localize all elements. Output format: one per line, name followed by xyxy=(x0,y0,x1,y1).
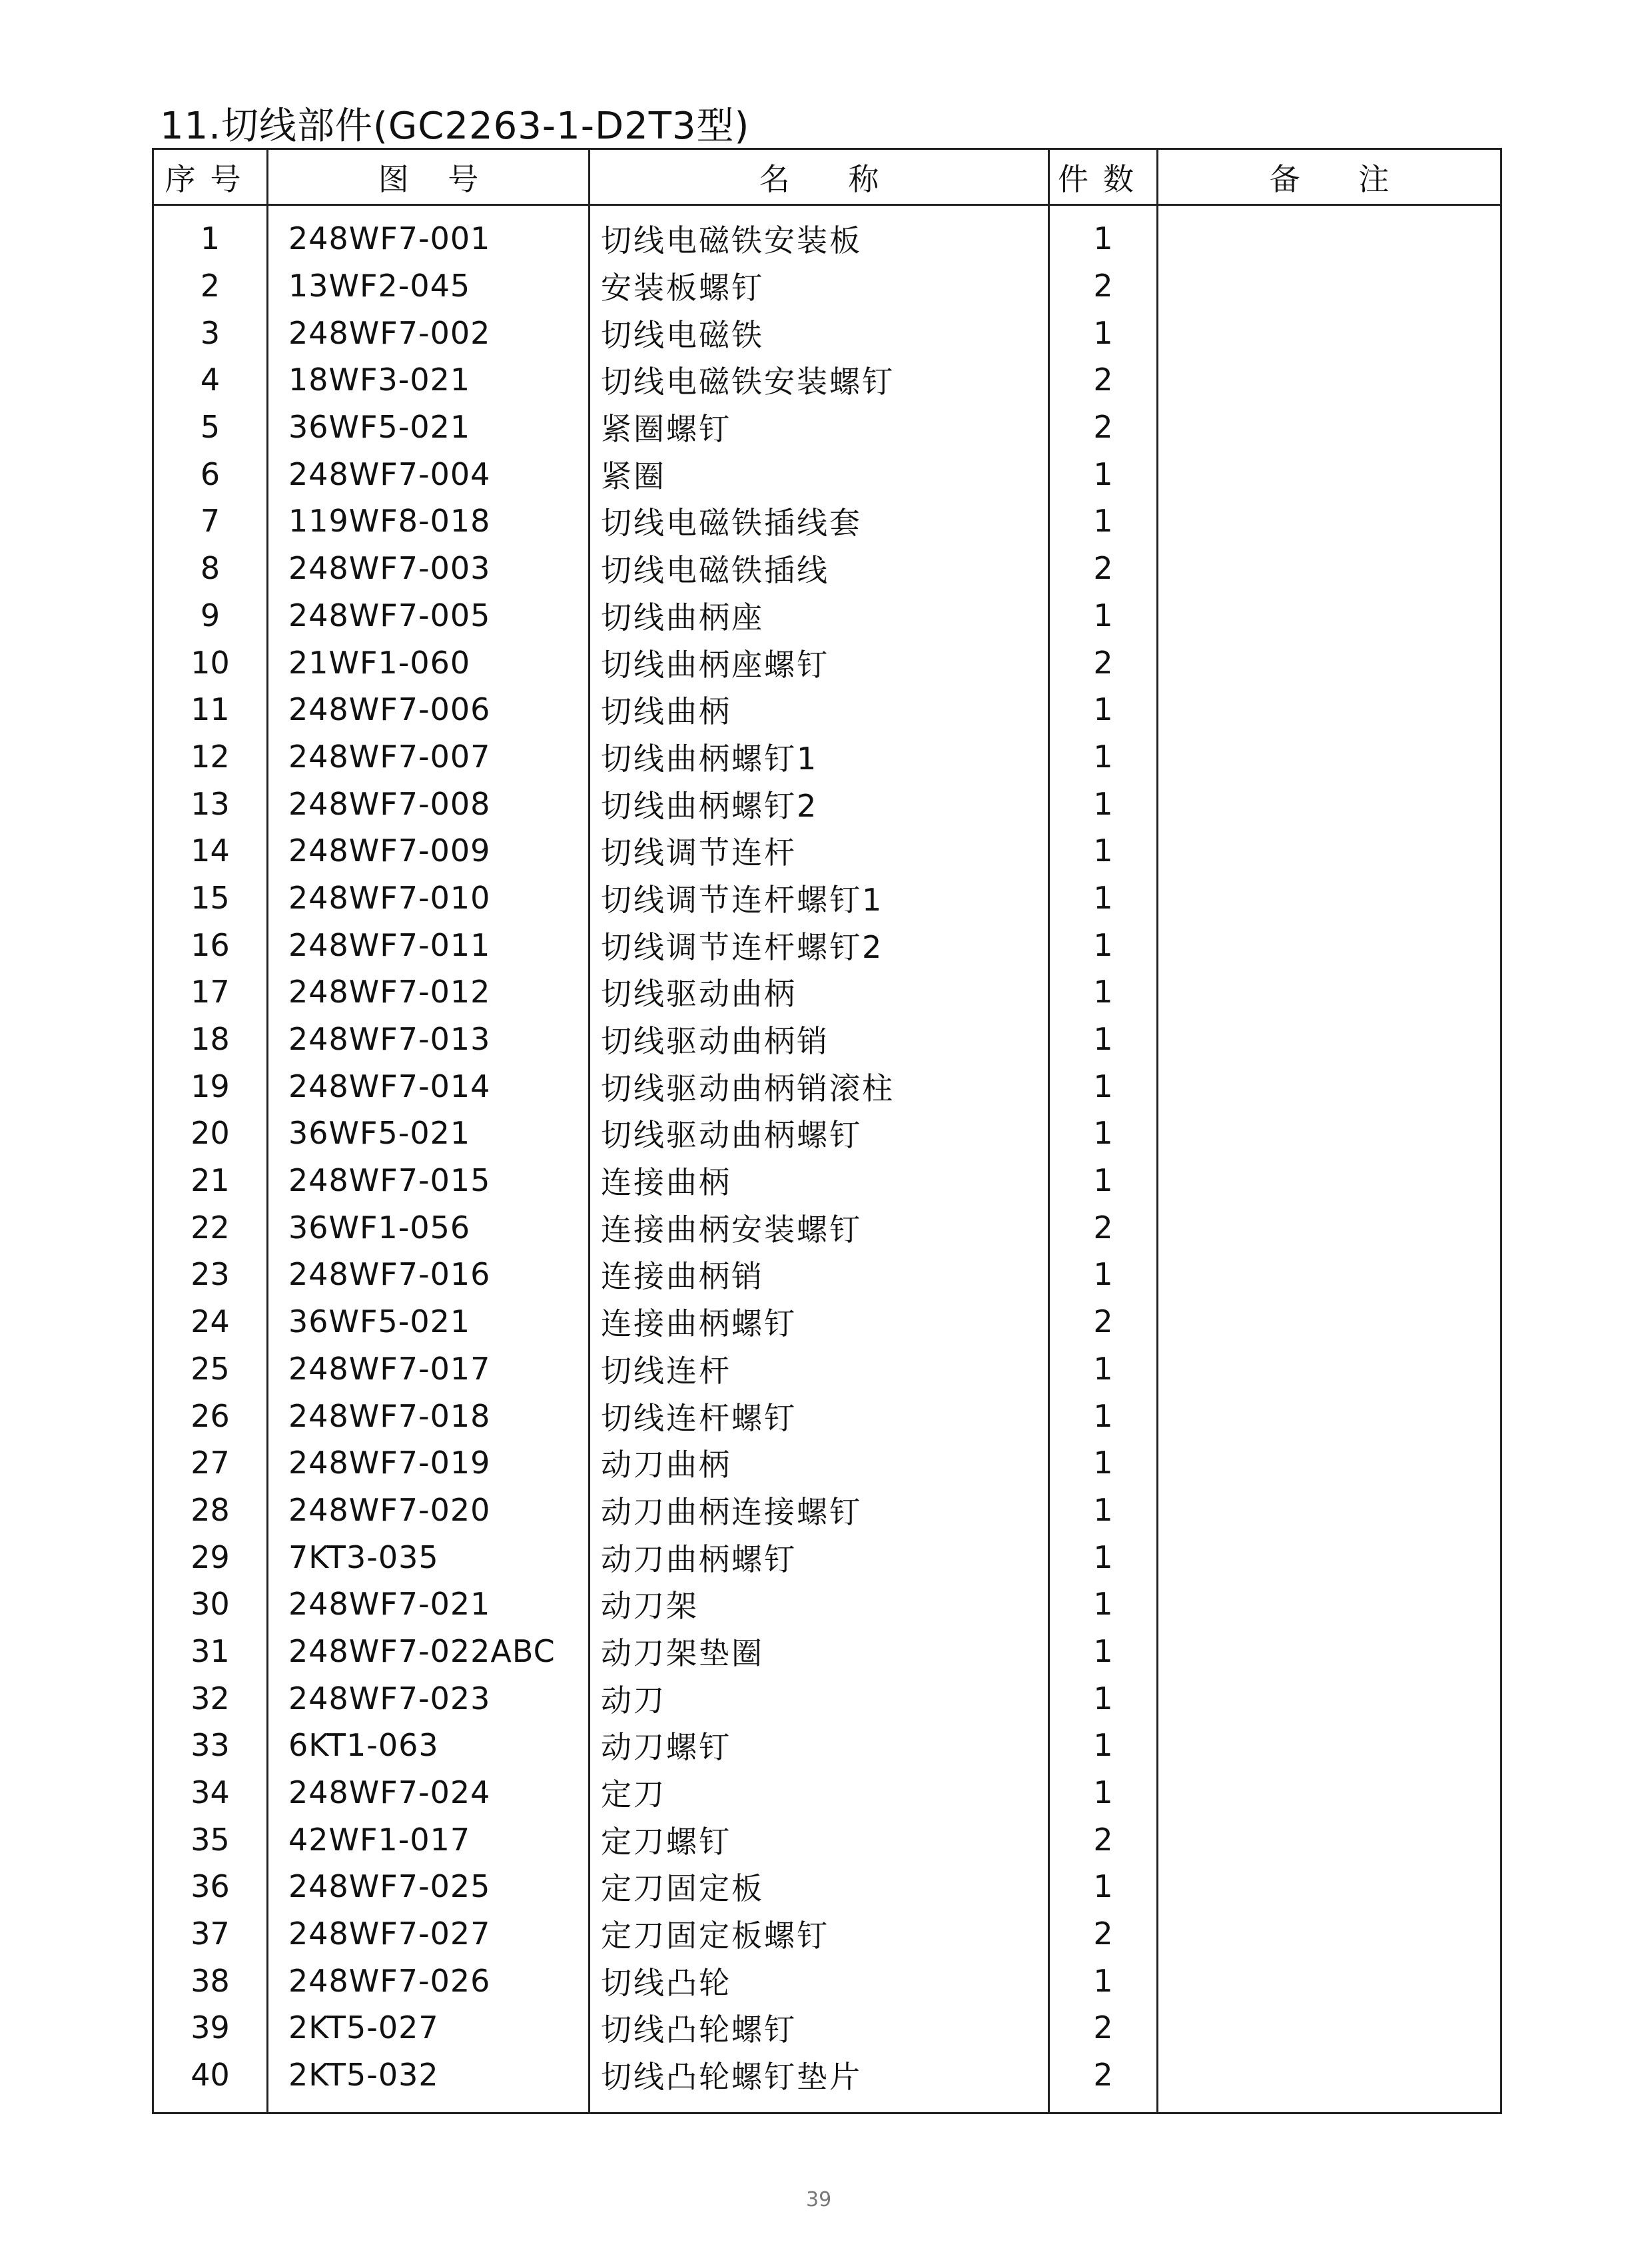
table-row xyxy=(153,309,1501,356)
row-quantity: 2 xyxy=(1049,1816,1158,1863)
row-remarks xyxy=(1158,968,1501,1016)
row-drawing-no: 248WF7-012 xyxy=(268,968,590,1016)
row-quantity: 1 xyxy=(1049,686,1158,733)
row-part-name: 安装板螺钉 xyxy=(590,262,1049,310)
row-part-name: 切线曲柄螺钉2 xyxy=(590,780,1049,827)
row-seq: 11 xyxy=(153,686,268,733)
header-remarks: 备 注 xyxy=(1158,149,1501,205)
row-remarks xyxy=(1158,1157,1501,1204)
table-row xyxy=(153,1062,1501,1110)
row-seq: 26 xyxy=(153,1392,268,1439)
row-remarks xyxy=(1158,1957,1501,2004)
table-row xyxy=(153,1016,1501,1063)
row-part-name: 定刀 xyxy=(590,1769,1049,1816)
row-part-name: 定刀固定板 xyxy=(590,1863,1049,1910)
row-remarks xyxy=(1158,827,1501,875)
row-seq: 7 xyxy=(153,498,268,545)
row-drawing-no: 248WF7-016 xyxy=(268,1251,590,1298)
row-quantity: 1 xyxy=(1049,875,1158,922)
row-drawing-no: 248WF7-026 xyxy=(268,1957,590,2004)
row-part-name: 切线电磁铁 xyxy=(590,309,1049,356)
row-remarks xyxy=(1158,921,1501,968)
row-remarks xyxy=(1158,1062,1501,1110)
row-part-name: 连接曲柄销 xyxy=(590,1251,1049,1298)
row-part-name: 紧圈螺钉 xyxy=(590,404,1049,451)
row-remarks xyxy=(1158,262,1501,310)
row-part-name: 连接曲柄螺钉 xyxy=(590,1298,1049,1345)
row-part-name: 切线驱动曲柄螺钉 xyxy=(590,1110,1049,1157)
row-remarks xyxy=(1158,1910,1501,1958)
row-drawing-no: 248WF7-013 xyxy=(268,1016,590,1063)
row-seq: 25 xyxy=(153,1345,268,1393)
table-row xyxy=(153,1345,1501,1393)
row-part-name: 切线连杆 xyxy=(590,1345,1049,1393)
row-part-name: 动刀曲柄螺钉 xyxy=(590,1533,1049,1581)
row-part-name: 动刀架垫圈 xyxy=(590,1628,1049,1675)
row-remarks xyxy=(1158,498,1501,545)
row-quantity: 1 xyxy=(1049,1863,1158,1910)
row-drawing-no: 18WF3-021 xyxy=(268,356,590,404)
table-row xyxy=(153,1251,1501,1298)
table-row xyxy=(153,1675,1501,1722)
row-part-name: 切线电磁铁插线套 xyxy=(590,498,1049,545)
row-part-name: 动刀 xyxy=(590,1675,1049,1722)
row-drawing-no: 21WF1-060 xyxy=(268,639,590,686)
parts-table xyxy=(152,148,1502,2114)
row-quantity: 1 xyxy=(1049,1110,1158,1157)
row-part-name: 切线调节连杆螺钉1 xyxy=(590,875,1049,922)
row-seq: 5 xyxy=(153,404,268,451)
row-drawing-no: 42WF1-017 xyxy=(268,1816,590,1863)
row-drawing-no: 248WF7-002 xyxy=(268,309,590,356)
table-row xyxy=(153,1110,1501,1157)
row-part-name: 切线凸轮螺钉垫片 xyxy=(590,2052,1049,2113)
row-drawing-no: 248WF7-021 xyxy=(268,1581,590,1628)
row-quantity: 2 xyxy=(1049,1298,1158,1345)
row-part-name: 切线连杆螺钉 xyxy=(590,1392,1049,1439)
header-seq: 序号 xyxy=(153,149,268,205)
row-drawing-no: 248WF7-005 xyxy=(268,592,590,639)
row-quantity: 1 xyxy=(1049,1628,1158,1675)
row-drawing-no: 248WF7-011 xyxy=(268,921,590,968)
table-row xyxy=(153,404,1501,451)
row-remarks xyxy=(1158,1533,1501,1581)
table-row xyxy=(153,450,1501,498)
row-drawing-no: 248WF7-024 xyxy=(268,1769,590,1816)
table-row xyxy=(153,733,1501,781)
row-quantity: 2 xyxy=(1049,1204,1158,1251)
table-row xyxy=(153,827,1501,875)
table-row xyxy=(153,1910,1501,1958)
row-quantity: 1 xyxy=(1049,1722,1158,1769)
row-quantity: 1 xyxy=(1049,1016,1158,1063)
row-seq: 1 xyxy=(153,205,268,262)
row-drawing-no: 248WF7-007 xyxy=(268,733,590,781)
row-remarks xyxy=(1158,545,1501,592)
row-part-name: 连接曲柄安装螺钉 xyxy=(590,1204,1049,1251)
row-seq: 6 xyxy=(153,450,268,498)
row-remarks xyxy=(1158,1675,1501,1722)
row-quantity: 1 xyxy=(1049,1439,1158,1487)
table-row xyxy=(153,2004,1501,2052)
table-row xyxy=(153,1816,1501,1863)
row-quantity: 1 xyxy=(1049,592,1158,639)
row-quantity: 1 xyxy=(1049,1392,1158,1439)
row-remarks xyxy=(1158,780,1501,827)
row-quantity: 1 xyxy=(1049,827,1158,875)
row-drawing-no: 36WF5-021 xyxy=(268,1298,590,1345)
header-name: 名 称 xyxy=(590,149,1049,205)
table-row xyxy=(153,1863,1501,1910)
row-quantity: 2 xyxy=(1049,2052,1158,2113)
table-row xyxy=(153,1487,1501,1534)
row-remarks xyxy=(1158,2052,1501,2113)
row-quantity: 2 xyxy=(1049,545,1158,592)
row-drawing-no: 248WF7-017 xyxy=(268,1345,590,1393)
row-remarks xyxy=(1158,1298,1501,1345)
row-seq: 19 xyxy=(153,1062,268,1110)
row-quantity: 1 xyxy=(1049,1533,1158,1581)
row-drawing-no: 119WF8-018 xyxy=(268,498,590,545)
row-seq: 30 xyxy=(153,1581,268,1628)
row-drawing-no: 248WF7-018 xyxy=(268,1392,590,1439)
row-remarks xyxy=(1158,1816,1501,1863)
row-seq: 4 xyxy=(153,356,268,404)
row-part-name: 切线曲柄 xyxy=(590,686,1049,733)
row-remarks xyxy=(1158,875,1501,922)
row-drawing-no: 248WF7-014 xyxy=(268,1062,590,1110)
row-quantity: 2 xyxy=(1049,404,1158,451)
row-drawing-no: 248WF7-022ABC xyxy=(268,1628,590,1675)
table-row xyxy=(153,592,1501,639)
row-drawing-no: 248WF7-008 xyxy=(268,780,590,827)
row-remarks xyxy=(1158,1251,1501,1298)
row-seq: 20 xyxy=(153,1110,268,1157)
row-drawing-no: 248WF7-001 xyxy=(268,205,590,262)
row-remarks xyxy=(1158,1863,1501,1910)
row-remarks xyxy=(1158,1392,1501,1439)
row-quantity: 1 xyxy=(1049,1675,1158,1722)
table-header-row xyxy=(153,149,1501,205)
row-remarks xyxy=(1158,1628,1501,1675)
row-seq: 31 xyxy=(153,1628,268,1675)
row-part-name: 切线驱动曲柄 xyxy=(590,968,1049,1016)
row-seq: 23 xyxy=(153,1251,268,1298)
table-row xyxy=(153,1628,1501,1675)
row-remarks xyxy=(1158,356,1501,404)
row-part-name: 切线电磁铁插线 xyxy=(590,545,1049,592)
row-seq: 13 xyxy=(153,780,268,827)
row-seq: 12 xyxy=(153,733,268,781)
row-seq: 28 xyxy=(153,1487,268,1534)
row-part-name: 动刀架 xyxy=(590,1581,1049,1628)
row-seq: 33 xyxy=(153,1722,268,1769)
table-row xyxy=(153,1769,1501,1816)
row-quantity: 2 xyxy=(1049,356,1158,404)
row-seq: 14 xyxy=(153,827,268,875)
row-quantity: 2 xyxy=(1049,1910,1158,1958)
row-quantity: 1 xyxy=(1049,780,1158,827)
header-qty: 件数 xyxy=(1049,149,1158,205)
row-remarks xyxy=(1158,1016,1501,1063)
row-quantity: 2 xyxy=(1049,2004,1158,2052)
row-remarks xyxy=(1158,1769,1501,1816)
row-drawing-no: 13WF2-045 xyxy=(268,262,590,310)
table-row xyxy=(153,1392,1501,1439)
row-part-name: 定刀螺钉 xyxy=(590,1816,1049,1863)
table-row xyxy=(153,875,1501,922)
row-remarks xyxy=(1158,1581,1501,1628)
row-part-name: 切线曲柄座螺钉 xyxy=(590,639,1049,686)
row-seq: 15 xyxy=(153,875,268,922)
row-seq: 2 xyxy=(153,262,268,310)
page-title: 11.切线部件(GC2263-1-D2T3型) xyxy=(160,105,750,148)
table-row xyxy=(153,639,1501,686)
row-quantity: 1 xyxy=(1049,309,1158,356)
row-drawing-no: 248WF7-010 xyxy=(268,875,590,922)
parts-table-body xyxy=(153,205,1501,2113)
table-row xyxy=(153,1722,1501,1769)
table-row xyxy=(153,968,1501,1016)
row-seq: 27 xyxy=(153,1439,268,1487)
row-quantity: 1 xyxy=(1049,1251,1158,1298)
row-quantity: 2 xyxy=(1049,262,1158,310)
row-seq: 34 xyxy=(153,1769,268,1816)
row-drawing-no: 248WF7-003 xyxy=(268,545,590,592)
row-part-name: 切线驱动曲柄销滚柱 xyxy=(590,1062,1049,1110)
row-seq: 38 xyxy=(153,1957,268,2004)
row-seq: 40 xyxy=(153,2052,268,2113)
row-quantity: 2 xyxy=(1049,639,1158,686)
row-remarks xyxy=(1158,686,1501,733)
row-seq: 24 xyxy=(153,1298,268,1345)
row-part-name: 切线电磁铁安装螺钉 xyxy=(590,356,1049,404)
table-row xyxy=(153,1533,1501,1581)
row-quantity: 1 xyxy=(1049,1581,1158,1628)
row-remarks xyxy=(1158,205,1501,262)
row-remarks xyxy=(1158,309,1501,356)
page-number: 39 xyxy=(806,2188,832,2211)
header-drawing-no: 图 号 xyxy=(268,149,590,205)
row-seq: 17 xyxy=(153,968,268,1016)
row-part-name: 定刀固定板螺钉 xyxy=(590,1910,1049,1958)
row-remarks xyxy=(1158,1345,1501,1393)
row-seq: 36 xyxy=(153,1863,268,1910)
row-drawing-no: 248WF7-020 xyxy=(268,1487,590,1534)
row-drawing-no: 36WF1-056 xyxy=(268,1204,590,1251)
row-part-name: 切线曲柄座 xyxy=(590,592,1049,639)
row-part-name: 动刀曲柄 xyxy=(590,1439,1049,1487)
row-drawing-no: 248WF7-019 xyxy=(268,1439,590,1487)
row-seq: 10 xyxy=(153,639,268,686)
row-seq: 32 xyxy=(153,1675,268,1722)
row-part-name: 连接曲柄 xyxy=(590,1157,1049,1204)
row-quantity: 1 xyxy=(1049,1487,1158,1534)
table-row xyxy=(153,545,1501,592)
row-remarks xyxy=(1158,404,1501,451)
table-row xyxy=(153,1957,1501,2004)
row-seq: 16 xyxy=(153,921,268,968)
row-remarks xyxy=(1158,1110,1501,1157)
row-remarks xyxy=(1158,450,1501,498)
row-seq: 22 xyxy=(153,1204,268,1251)
row-drawing-no: 248WF7-027 xyxy=(268,1910,590,1958)
row-remarks xyxy=(1158,1204,1501,1251)
row-seq: 35 xyxy=(153,1816,268,1863)
row-quantity: 1 xyxy=(1049,205,1158,262)
row-drawing-no: 2KT5-027 xyxy=(268,2004,590,2052)
table-row xyxy=(153,1581,1501,1628)
row-quantity: 1 xyxy=(1049,498,1158,545)
table-row xyxy=(153,205,1501,262)
row-seq: 21 xyxy=(153,1157,268,1204)
row-part-name: 切线电磁铁安装板 xyxy=(590,205,1049,262)
row-remarks xyxy=(1158,1439,1501,1487)
row-part-name: 切线凸轮 xyxy=(590,1957,1049,2004)
row-drawing-no: 248WF7-023 xyxy=(268,1675,590,1722)
table-row xyxy=(153,921,1501,968)
row-part-name: 切线驱动曲柄销 xyxy=(590,1016,1049,1063)
row-part-name: 紧圈 xyxy=(590,450,1049,498)
row-part-name: 切线曲柄螺钉1 xyxy=(590,733,1049,781)
table-row xyxy=(153,356,1501,404)
row-drawing-no: 7KT3-035 xyxy=(268,1533,590,1581)
row-drawing-no: 36WF5-021 xyxy=(268,404,590,451)
table-row xyxy=(153,2052,1501,2113)
row-remarks xyxy=(1158,2004,1501,2052)
row-part-name: 动刀螺钉 xyxy=(590,1722,1049,1769)
table-row xyxy=(153,262,1501,310)
table-row xyxy=(153,1439,1501,1487)
row-quantity: 1 xyxy=(1049,968,1158,1016)
row-quantity: 1 xyxy=(1049,1062,1158,1110)
table-row xyxy=(153,686,1501,733)
row-remarks xyxy=(1158,733,1501,781)
row-seq: 29 xyxy=(153,1533,268,1581)
row-quantity: 1 xyxy=(1049,733,1158,781)
row-drawing-no: 36WF5-021 xyxy=(268,1110,590,1157)
row-drawing-no: 248WF7-015 xyxy=(268,1157,590,1204)
row-drawing-no: 248WF7-009 xyxy=(268,827,590,875)
table-row xyxy=(153,1298,1501,1345)
row-quantity: 1 xyxy=(1049,921,1158,968)
row-seq: 9 xyxy=(153,592,268,639)
row-part-name: 切线调节连杆 xyxy=(590,827,1049,875)
row-seq: 8 xyxy=(153,545,268,592)
row-drawing-no: 248WF7-006 xyxy=(268,686,590,733)
row-seq: 3 xyxy=(153,309,268,356)
row-remarks xyxy=(1158,1722,1501,1769)
row-quantity: 1 xyxy=(1049,1769,1158,1816)
row-seq: 37 xyxy=(153,1910,268,1958)
table-row xyxy=(153,780,1501,827)
row-remarks xyxy=(1158,1487,1501,1534)
table-row xyxy=(153,498,1501,545)
row-drawing-no: 248WF7-004 xyxy=(268,450,590,498)
row-remarks xyxy=(1158,592,1501,639)
row-seq: 39 xyxy=(153,2004,268,2052)
row-quantity: 1 xyxy=(1049,1957,1158,2004)
row-quantity: 1 xyxy=(1049,450,1158,498)
row-part-name: 切线凸轮螺钉 xyxy=(590,2004,1049,2052)
row-drawing-no: 2KT5-032 xyxy=(268,2052,590,2113)
row-drawing-no: 248WF7-025 xyxy=(268,1863,590,1910)
row-remarks xyxy=(1158,639,1501,686)
row-part-name: 切线调节连杆螺钉2 xyxy=(590,921,1049,968)
row-drawing-no: 6KT1-063 xyxy=(268,1722,590,1769)
row-quantity: 1 xyxy=(1049,1345,1158,1393)
table-row xyxy=(153,1204,1501,1251)
row-quantity: 1 xyxy=(1049,1157,1158,1204)
table-row xyxy=(153,1157,1501,1204)
row-seq: 18 xyxy=(153,1016,268,1063)
row-part-name: 动刀曲柄连接螺钉 xyxy=(590,1487,1049,1534)
